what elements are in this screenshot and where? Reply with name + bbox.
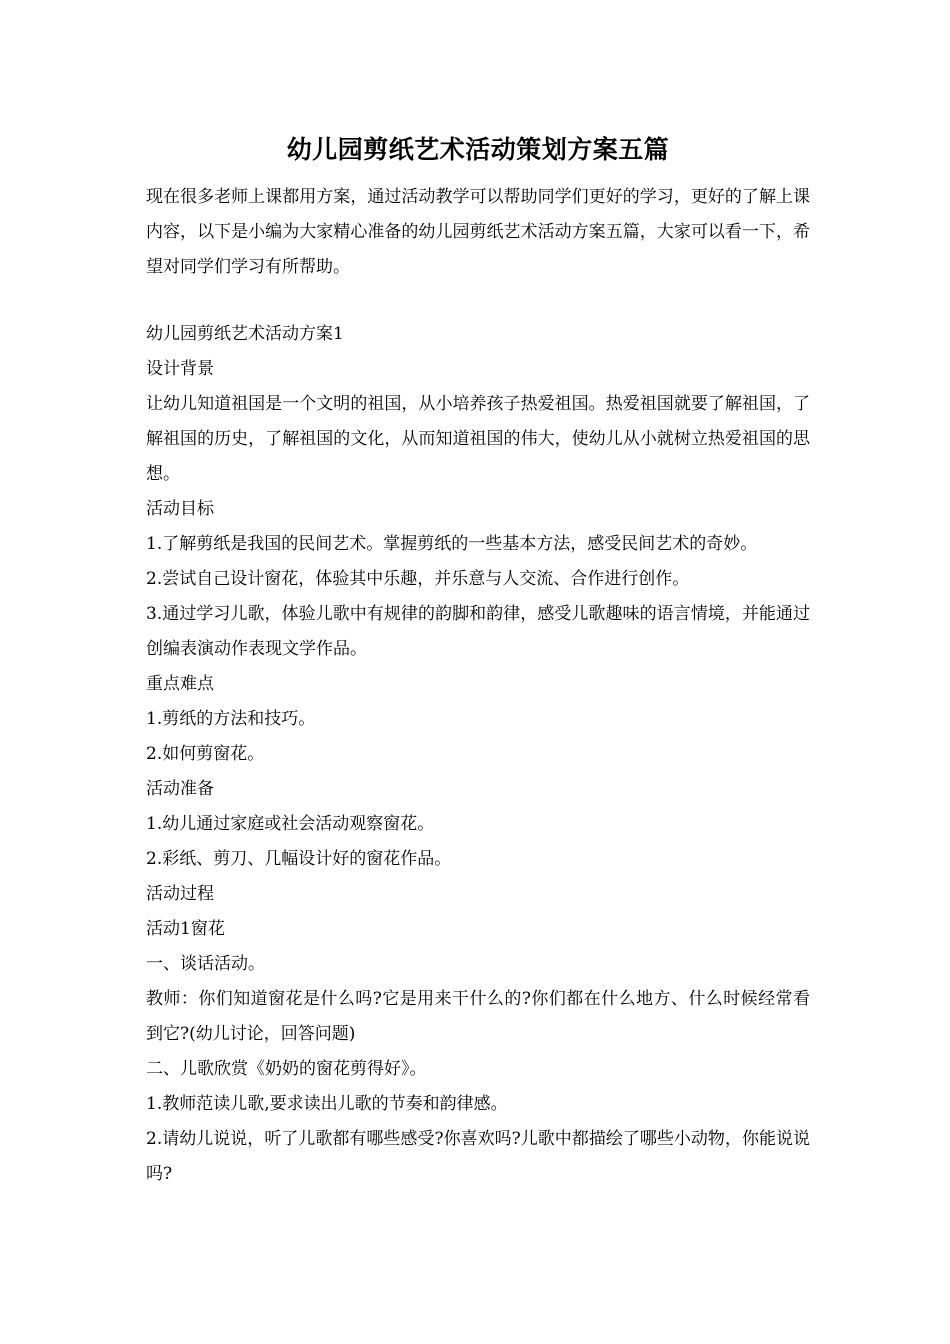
key-point-1: 1.剪纸的方法和技巧。 xyxy=(146,709,316,729)
preparation-item-2: 2.彩纸、剪刀、几幅设计好的窗花作品。 xyxy=(146,849,452,869)
teacher-question: 教师：你们知道窗花是什么吗?它是用来干什么的?你们都在什么地方、什么时候经常看到它?(幼儿讨论，回答问题) xyxy=(146,989,810,1044)
section-heading: 幼儿园剪纸艺术活动方案1 xyxy=(146,324,344,344)
background-paragraph: 让幼儿知道祖国是一个文明的祖国，从小培养孩子热爱祖国。热爱祖国就要了解祖国，了解祖国的历史，了解祖国的文化，从而知道祖国的伟大，使幼儿从小就树立热爱祖国的思想。 xyxy=(146,394,810,484)
goal-item-3: 3.通过学习儿歌，体验儿歌中有规律的韵脚和韵律，感受儿歌趣味的语言情境，并能通过创编表演动作表现文学作品。 xyxy=(146,604,810,659)
goal-item-1: 1.了解剪纸是我国的民间艺术。掌握剪纸的一些基本方法，感受民间艺术的奇妙。 xyxy=(146,534,758,554)
background-heading: 设计背景 xyxy=(146,359,214,379)
key-points-heading: 重点难点 xyxy=(146,674,214,694)
step-2-item-2: 2.请幼儿说说，听了儿歌都有哪些感受?你喜欢吗?儿歌中都描绘了哪些小动物，你能说说吗? xyxy=(146,1129,810,1184)
step-2: 二、儿歌欣赏《奶奶的窗花剪得好》。 xyxy=(146,1059,427,1079)
preparation-item-1: 1.幼儿通过家庭或社会活动观察窗花。 xyxy=(146,814,435,834)
step-2-item-1: 1.教师范读儿歌,要求读出儿歌的节奏和韵律感。 xyxy=(146,1094,508,1114)
document-page xyxy=(146,128,810,1192)
key-point-2: 2.如何剪窗花。 xyxy=(146,744,265,764)
preparation-heading: 活动准备 xyxy=(146,779,214,799)
document-title: 幼儿园剪纸艺术活动策划方案五篇 xyxy=(286,135,670,164)
step-1: 一、谈话活动。 xyxy=(146,954,265,974)
process-heading: 活动过程 xyxy=(146,884,214,904)
activity-heading: 活动1窗花 xyxy=(146,919,225,939)
intro-paragraph: 现在很多老师上课都用方案，通过活动教学可以帮助同学们更好的学习，更好的了解上课内容，以下是小编为大家精心准备的幼儿园剪纸艺术活动方案五篇，大家可以看一下，希望对同学们学习有所帮助。 xyxy=(146,187,810,277)
goal-item-2: 2.尝试自己设计窗花，体验其中乐趣，并乐意与人交流、合作进行创作。 xyxy=(146,569,690,589)
goals-heading: 活动目标 xyxy=(146,499,214,519)
